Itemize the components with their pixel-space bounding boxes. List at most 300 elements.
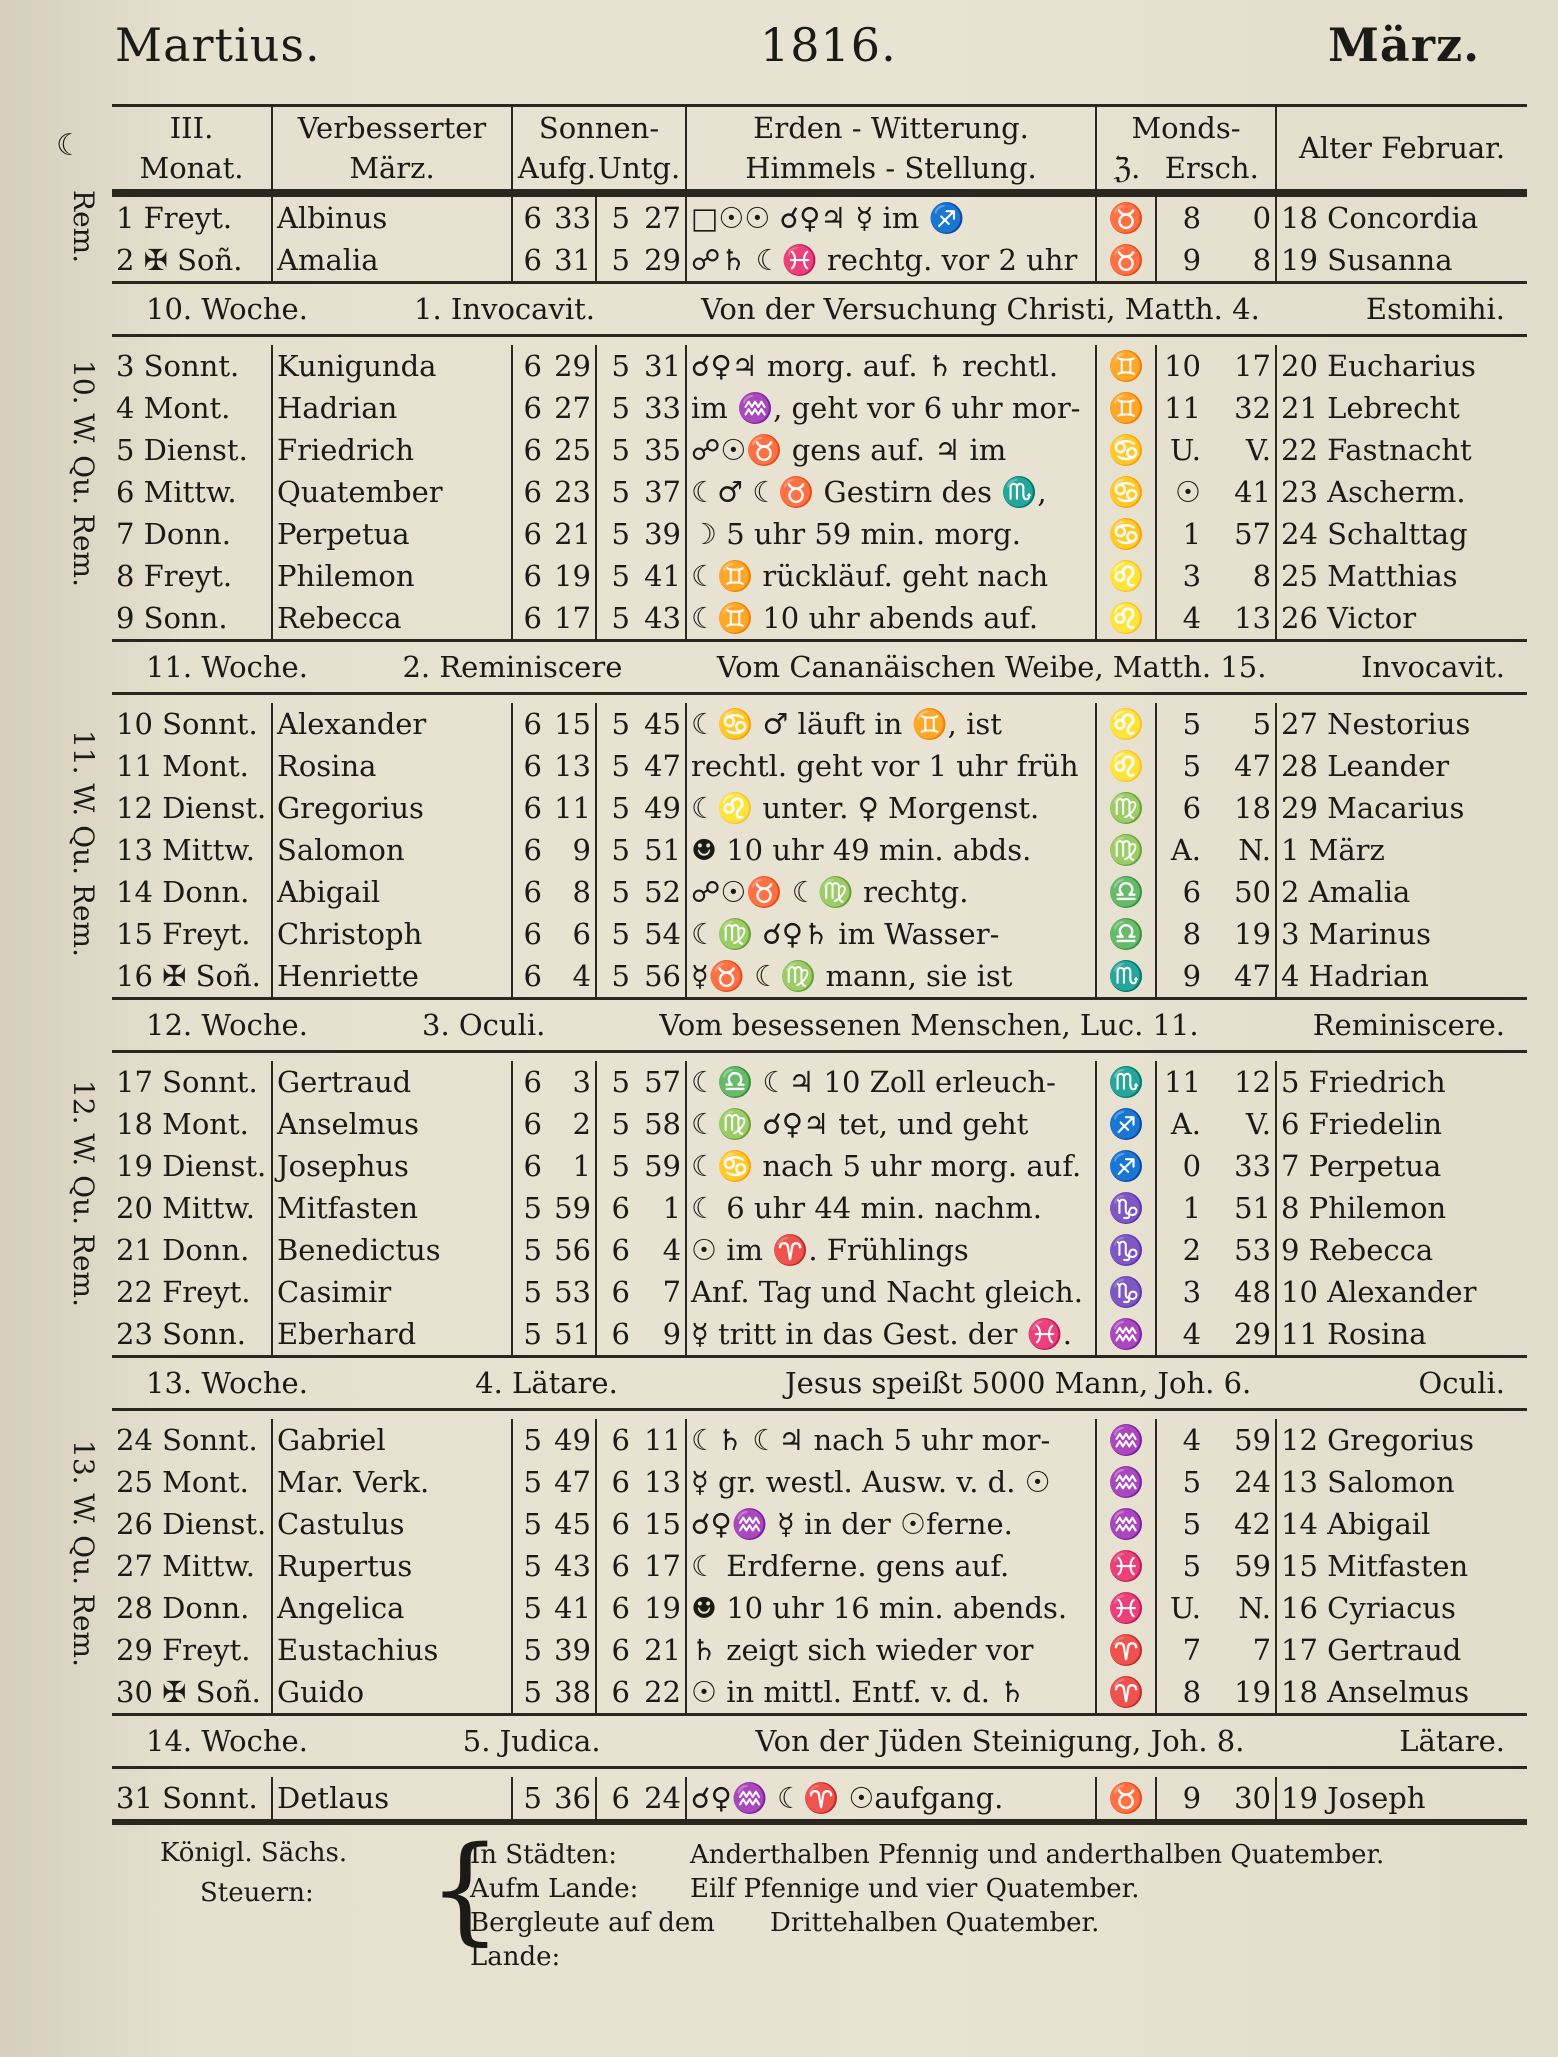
col-header-calendar: Verbesserter März. [272,106,512,194]
sunset-minute: 4 [630,1229,686,1271]
sunset-minute: 57 [630,1061,686,1103]
old-calendar-saint: 22 Fastnacht [1281,433,1472,467]
week-old-sunday: Lätare. [1399,1724,1506,1758]
weather-aspects-text: ☾♂ ☾♉ Gestirn des ♏, [686,471,1096,513]
sunrise-hour: 6 [523,475,542,509]
week-info [116,292,1523,326]
weather-aspects-text: ☌♀♃ morg. auf. ♄ rechtl. [686,345,1096,387]
moon-time-minute: 50 [1201,871,1276,913]
moon-time-hour: 1 [1182,1191,1202,1225]
weather-aspects-text: ♄ zeigt sich wieder vor [686,1629,1096,1671]
tax-row [470,1838,1384,1872]
day-date: 27 Mittw. [112,1545,272,1587]
sunrise-minute: 13 [542,745,596,787]
col-header-moon-time: Ersch. [1164,151,1259,185]
moon-zodiac-icon: ♎ [1096,913,1156,955]
moon-zodiac-icon: ♏ [1096,1061,1156,1103]
sunset-hour: 5 [611,707,630,741]
old-calendar-saint: 2 Amalia [1281,875,1411,909]
moon-time-minute: 47 [1201,745,1276,787]
sunset-minute: 33 [630,387,686,429]
sunrise-hour: 5 [523,1423,542,1457]
header-year: 1816. [760,18,897,72]
moon-zodiac-icon: ♊ [1096,345,1156,387]
sunset-hour: 6 [611,1507,630,1541]
sunrise-hour: 6 [523,517,542,551]
day-date: 1 Freyt. [112,193,272,239]
sunrise-minute: 47 [542,1461,596,1503]
sunrise-minute: 56 [542,1229,596,1271]
sunset-minute: 21 [630,1629,686,1671]
day-row [112,955,1527,999]
moon-icon: ☾ [56,128,83,163]
day-row [112,471,1527,513]
sunrise-hour: 6 [523,959,542,993]
sunset-hour: 6 [611,1591,630,1625]
sunset-hour: 6 [611,1465,630,1499]
col-header-month: III. Monat. [112,106,272,194]
sunrise-minute: 53 [542,1271,596,1313]
moon-time-hour: 6 [1182,875,1202,909]
sunrise-minute: 33 [542,193,596,239]
day-row [112,387,1527,429]
moon-time-minute: 17 [1201,345,1276,387]
day-row [112,787,1527,829]
sunrise-minute: 36 [542,1777,596,1822]
sunrise-minute: 41 [542,1587,596,1629]
weather-aspects-text: ☾♋ nach 5 uhr morg. auf. [686,1145,1096,1187]
moon-time-minute: 29 [1201,1313,1276,1357]
moon-zodiac-icon: ♌ [1096,597,1156,641]
sunrise-hour: 6 [523,791,542,825]
sunset-minute: 1 [630,1187,686,1229]
day-date: 12 Dienst. [112,787,272,829]
day-saint-name: Abigail [272,871,512,913]
old-calendar-saint: 23 Ascherm. [1281,475,1466,509]
week-row [112,999,1527,1052]
week-row [112,1357,1527,1410]
sunset-hour: 5 [611,749,630,783]
moon-time-minute: 7 [1201,1629,1276,1671]
day-saint-name: Friedrich [272,429,512,471]
week-gospel: Vom besessenen Menschen, Luc. 11. [659,1008,1199,1042]
old-calendar-saint: 13 Salomon [1281,1465,1455,1499]
moon-time-hour: 8 [1182,917,1202,951]
sunset-hour: 5 [611,391,630,425]
spacer-cell [112,1768,1527,1778]
day-date: 28 Donn. [112,1587,272,1629]
tax-row-value: Eilf Pfennige und vier Quatember. [690,1874,1140,1904]
sunset-minute: 15 [630,1503,686,1545]
day-row [112,597,1527,641]
sunset-hour: 5 [611,559,630,593]
old-calendar-saint: 29 Macarius [1281,791,1465,825]
sunrise-hour: 5 [523,1465,542,1499]
weather-aspects-text: ☾ Erdferne. gens auf. [686,1545,1096,1587]
moon-time-hour: 4 [1182,1423,1202,1457]
moon-time-hour: 3 [1182,1275,1202,1309]
day-row [112,871,1527,913]
sunset-hour: 6 [611,1233,630,1267]
old-calendar-saint: 26 Victor [1281,601,1417,635]
sunset-minute: 24 [630,1777,686,1822]
moon-time-hour: 11 [1164,391,1202,425]
footer-tax-label-2: Steuern: [200,1878,314,1908]
day-row [112,1777,1527,1822]
weather-aspects-text: ☾♌ unter. ♀ Morgenst. [686,787,1096,829]
moon-time-minute: 19 [1201,1671,1276,1715]
old-calendar-saint: 6 Friedelin [1281,1107,1443,1141]
sunset-minute: 22 [630,1671,686,1715]
moon-time-minute: 53 [1201,1229,1276,1271]
week-row [112,641,1527,694]
moon-time-hour: 5 [1182,1507,1202,1541]
moon-time-minute: 8 [1201,239,1276,283]
day-date: 31 Sonnt. [112,1777,272,1822]
spacer-cell [112,694,1527,704]
sunrise-minute: 39 [542,1629,596,1671]
sunrise-hour: 6 [523,243,542,277]
weather-aspects-text: ☾♄ ☾♃ nach 5 uhr mor- [686,1419,1096,1461]
weather-aspects-text: ☾♍ ☌♀♄ im Wasser- [686,913,1096,955]
sunset-minute: 27 [630,193,686,239]
sunrise-minute: 43 [542,1545,596,1587]
sunrise-hour: 5 [523,1633,542,1667]
sunrise-minute: 4 [542,955,596,999]
week-row [112,1715,1527,1768]
day-row [112,1545,1527,1587]
day-date: 16 ✠ Soñ. [112,955,272,999]
sunset-hour: 5 [611,833,630,867]
day-date: 10 Sonnt. [112,703,272,745]
tax-row [470,1872,1384,1906]
day-row [112,1103,1527,1145]
sunset-minute: 45 [630,703,686,745]
tax-row [470,1906,1384,1974]
moon-zodiac-icon: ♊ [1096,387,1156,429]
moon-zodiac-icon: ♓ [1096,1545,1156,1587]
day-saint-name: Casimir [272,1271,512,1313]
day-saint-name: Eberhard [272,1313,512,1357]
sunset-hour: 5 [611,1107,630,1141]
moon-zodiac-icon: ♒ [1096,1419,1156,1461]
moon-time-hour: 4 [1182,1317,1202,1351]
week-number: 11. Woche. [146,650,308,684]
sunset-hour: 5 [611,791,630,825]
day-row [112,913,1527,955]
weather-aspects-text: ☌♀♒ ☾♈ ☉aufgang. [686,1777,1096,1822]
week-cell [112,1715,1527,1768]
weather-aspects-text: ☌♀♒ ☿ in der ☉ferne. [686,1503,1096,1545]
sunrise-hour: 6 [523,917,542,951]
spacer-cell [112,1410,1527,1420]
day-row [112,555,1527,597]
moon-time-hour: A. [1170,833,1202,867]
day-date: 22 Freyt. [112,1271,272,1313]
sunset-hour: 5 [611,601,630,635]
moon-zodiac-icon: ♐ [1096,1103,1156,1145]
week-gospel: Jesus speißt 5000 Mann, Joh. 6. [785,1366,1252,1400]
day-saint-name: Mar. Verk. [272,1461,512,1503]
day-date: 19 Dienst. [112,1145,272,1187]
moon-zodiac-icon: ♉ [1096,239,1156,283]
old-calendar-saint: 9 Rebecca [1281,1233,1434,1267]
moon-time-hour: 9 [1182,243,1202,277]
sunrise-hour: 6 [523,391,542,425]
calendar-body [112,193,1527,1822]
day-saint-name: Guido [272,1671,512,1715]
weather-aspects-text: ☉ in mittl. Entf. v. d. ♄ [686,1671,1096,1715]
margin-label: 11. W. Qu. Rem. [67,730,100,958]
week-sunday: 1. Invocavit. [414,292,595,326]
day-saint-name: Salomon [272,829,512,871]
moon-zodiac-icon: ♋ [1096,471,1156,513]
moon-time-hour: 3 [1182,559,1202,593]
spacer-cell [112,336,1527,346]
sunset-hour: 5 [611,201,630,235]
moon-time-minute: 19 [1201,913,1276,955]
week-gospel: Vom Cananäischen Weibe, Matth. 15. [716,650,1267,684]
old-calendar-saint: 18 Concordia [1281,201,1479,235]
sunrise-minute: 38 [542,1671,596,1715]
day-saint-name: Rosina [272,745,512,787]
day-saint-name: Gabriel [272,1419,512,1461]
spacer-row [112,1052,1527,1062]
sunrise-minute: 45 [542,1503,596,1545]
day-row [112,829,1527,871]
week-sunday: 3. Oculi. [422,1008,546,1042]
week-sunday: 2. Reminiscere [402,650,623,684]
sunset-minute: 58 [630,1103,686,1145]
sunrise-hour: 5 [523,1549,542,1583]
old-calendar-saint: 15 Mitfasten [1281,1549,1469,1583]
sunrise-hour: 6 [523,201,542,235]
day-saint-name: Henriette [272,955,512,999]
day-saint-name: Quatember [272,471,512,513]
moon-time-hour: U. [1170,433,1202,467]
moon-time-minute: 0 [1201,193,1276,239]
moon-zodiac-icon: ♎ [1096,871,1156,913]
sunset-hour: 5 [611,475,630,509]
sunset-minute: 7 [630,1271,686,1313]
old-calendar-saint: 27 Nestorius [1281,707,1471,741]
sunrise-minute: 31 [542,239,596,283]
weather-aspects-text: ☻ 10 uhr 16 min. abends. [686,1587,1096,1629]
sunset-hour: 6 [611,1549,630,1583]
sunset-hour: 5 [611,433,630,467]
moon-time-minute: 13 [1201,597,1276,641]
sunrise-minute: 25 [542,429,596,471]
old-calendar-saint: 17 Gertraud [1281,1633,1462,1667]
day-row [112,239,1527,283]
day-row [112,1587,1527,1629]
week-cell [112,641,1527,694]
calendar-table [112,104,1527,1825]
old-calendar-saint: 4 Hadrian [1281,959,1429,993]
footer-tax-list [470,1838,1384,1974]
weather-aspects-text: ☿♉ ☾♍ mann, sie ist [686,955,1096,999]
col-header-sun [512,106,686,194]
old-calendar-saint: 18 Anselmus [1281,1675,1470,1709]
week-old-sunday: Invocavit. [1360,650,1505,684]
day-date: 14 Donn. [112,871,272,913]
moon-zodiac-icon: ♒ [1096,1461,1156,1503]
moon-zodiac-icon: ♌ [1096,703,1156,745]
sunrise-minute: 2 [542,1103,596,1145]
moon-time-minute: 18 [1201,787,1276,829]
old-calendar-saint: 19 Joseph [1281,1781,1426,1815]
week-sunday: 5. Judica. [462,1724,601,1758]
moon-time-minute: N. [1201,829,1276,871]
column-header-row [112,106,1527,194]
week-cell [112,1357,1527,1410]
week-sunday: 4. Lätare. [475,1366,618,1400]
week-info [116,1724,1523,1758]
day-date: 23 Sonn. [112,1313,272,1357]
moon-time-hour: 2 [1182,1233,1202,1267]
sunrise-minute: 1 [542,1145,596,1187]
day-saint-name: Amalia [272,239,512,283]
day-date: 6 Mittw. [112,471,272,513]
moon-zodiac-icon: ♓ [1096,1587,1156,1629]
week-info [116,650,1523,684]
moon-time-hour: 6 [1182,791,1202,825]
sunset-minute: 39 [630,513,686,555]
spacer-row [112,1410,1527,1420]
col-header-moon-sign: ℨ. [1113,151,1141,185]
tax-row-key: In Städten: [470,1840,618,1870]
tax-row-key: Bergleute auf dem Lande: [470,1908,715,1972]
spacer-row [112,1768,1527,1778]
sunset-hour: 5 [611,875,630,909]
week-cell [112,283,1527,336]
day-date: 3 Sonnt. [112,345,272,387]
day-saint-name: Perpetua [272,513,512,555]
day-row [112,1671,1527,1715]
weather-aspects-text: ☾♊ rückläuf. geht nach [686,555,1096,597]
day-saint-name: Josephus [272,1145,512,1187]
day-date: 20 Mittw. [112,1187,272,1229]
old-calendar-saint: 24 Schalttag [1281,517,1468,551]
week-old-sunday: Estomihi. [1365,292,1506,326]
week-info [116,1008,1523,1042]
sunset-hour: 6 [611,1317,630,1351]
spacer-cell [112,1052,1527,1062]
tax-row-value: Drittehalben Quatember. [770,1908,1100,1938]
day-row [112,1629,1527,1671]
moon-time-minute: N. [1201,1587,1276,1629]
day-date: 29 Freyt. [112,1629,272,1671]
sunrise-minute: 23 [542,471,596,513]
moon-time-minute: V. [1201,429,1276,471]
sunrise-minute: 49 [542,1419,596,1461]
sunrise-minute: 19 [542,555,596,597]
week-row [112,283,1527,336]
sunset-minute: 52 [630,871,686,913]
old-calendar-saint: 7 Perpetua [1281,1149,1442,1183]
day-saint-name: Alexander [272,703,512,745]
moon-time-minute: 59 [1201,1545,1276,1587]
sunset-minute: 9 [630,1313,686,1357]
old-calendar-saint: 20 Eucharius [1281,349,1476,383]
day-date: 24 Sonnt. [112,1419,272,1461]
sunrise-hour: 5 [523,1317,542,1351]
day-row [112,703,1527,745]
week-number: 14. Woche. [146,1724,308,1758]
sunset-minute: 47 [630,745,686,787]
day-date: 17 Sonnt. [112,1061,272,1103]
sunset-hour: 6 [611,1191,630,1225]
tax-row-key: Aufm Lande: [470,1874,639,1904]
weather-aspects-text: Anf. Tag und Nacht gleich. [686,1271,1096,1313]
weather-aspects-text: ☾♋ ♂ läuft in ♊, ist [686,703,1096,745]
footer-tax-label: Königl. Sächs. [160,1838,348,1868]
day-saint-name: Angelica [272,1587,512,1629]
day-saint-name: Albinus [272,193,512,239]
sunrise-minute: 27 [542,387,596,429]
sunset-hour: 6 [611,1275,630,1309]
sunset-minute: 13 [630,1461,686,1503]
old-calendar-saint: 19 Susanna [1281,243,1453,277]
col-header-moon [1096,106,1276,194]
day-row [112,345,1527,387]
sunset-minute: 19 [630,1587,686,1629]
sunrise-hour: 6 [523,433,542,467]
week-gospel: Von der Versuchung Christi, Matth. 4. [701,292,1260,326]
moon-time-hour: 4 [1182,601,1202,635]
moon-zodiac-icon: ♋ [1096,513,1156,555]
moon-time-minute: 41 [1201,471,1276,513]
sunset-minute: 31 [630,345,686,387]
weather-aspects-text: ☿ tritt in das Gest. der ♓. [686,1313,1096,1357]
week-number: 13. Woche. [146,1366,308,1400]
moon-time-minute: 57 [1201,513,1276,555]
day-saint-name: Christoph [272,913,512,955]
sunset-minute: 51 [630,829,686,871]
header-latin-month: Martius. [115,18,321,72]
moon-time-hour: 5 [1182,749,1202,783]
weather-aspects-text: ☾ 6 uhr 44 min. nachm. [686,1187,1096,1229]
weather-aspects-text: im ♒, geht vor 6 uhr mor- [686,387,1096,429]
sunrise-hour: 5 [523,1675,542,1709]
sunrise-hour: 6 [523,1107,542,1141]
week-cell [112,999,1527,1052]
sunrise-hour: 6 [523,833,542,867]
sunset-minute: 35 [630,429,686,471]
sunrise-minute: 11 [542,787,596,829]
day-date: 26 Dienst. [112,1503,272,1545]
sunset-hour: 6 [611,1781,630,1815]
sunset-minute: 56 [630,955,686,999]
day-date: 15 Freyt. [112,913,272,955]
old-calendar-saint: 1 März [1281,833,1385,867]
day-date: 2 ✠ Soñ. [112,239,272,283]
sunrise-hour: 5 [523,1191,542,1225]
day-saint-name: Rebecca [272,597,512,641]
sunset-hour: 6 [611,1633,630,1667]
moon-time-hour: 5 [1182,1465,1202,1499]
old-calendar-saint: 12 Gregorius [1281,1423,1475,1457]
moon-time-minute: 8 [1201,555,1276,597]
day-row [112,1419,1527,1461]
spacer-row [112,694,1527,704]
moon-time-minute: 32 [1201,387,1276,429]
moon-time-hour: ☉ [1175,475,1202,509]
old-calendar-saint: 5 Friedrich [1281,1065,1446,1099]
moon-time-hour: 10 [1164,349,1202,383]
moon-time-hour: 0 [1182,1149,1202,1183]
sunset-hour: 5 [611,517,630,551]
